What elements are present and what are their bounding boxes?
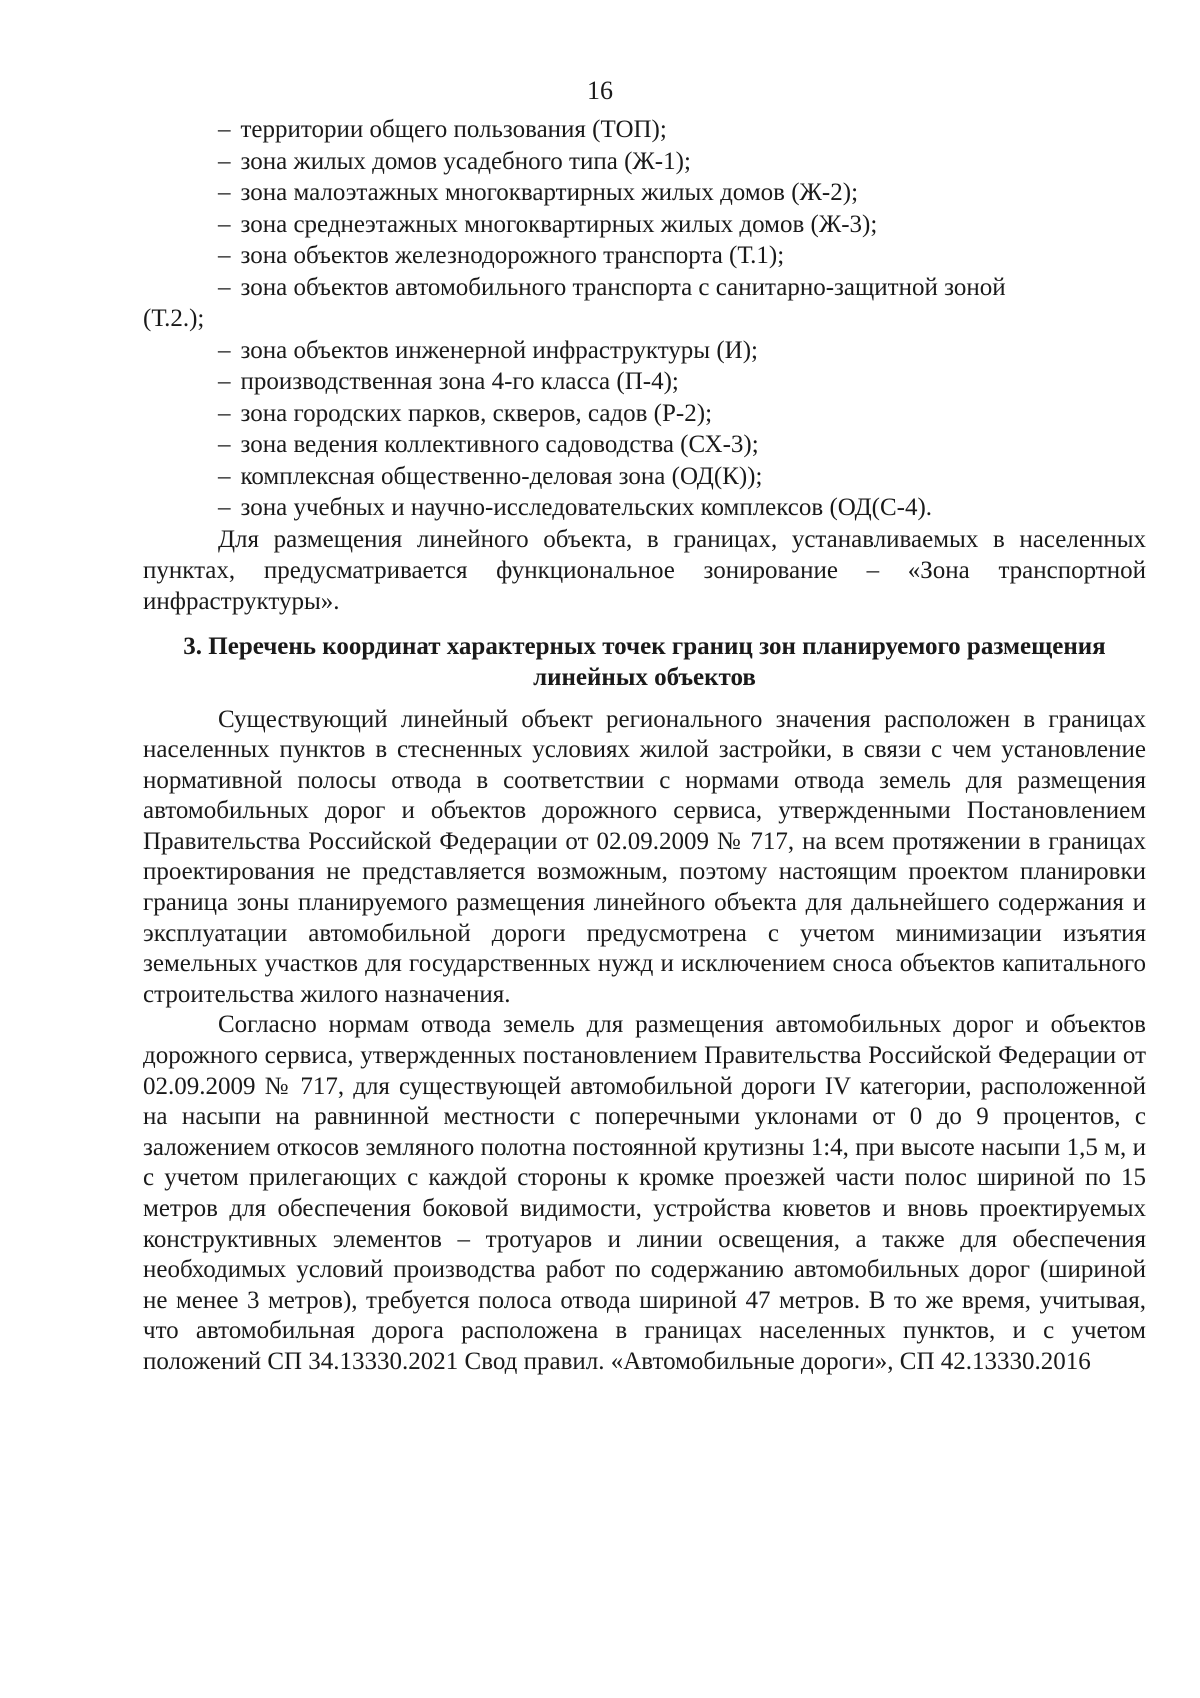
page-number: 16	[587, 76, 613, 105]
zone-list-item: – зона жилых домов усадебного типа (Ж-1);	[218, 147, 691, 175]
zone-list-item: – территории общего пользования (ТОП);	[218, 116, 667, 143]
zone-list-item: – зона ведения коллективного садоводства (СХ-3);	[218, 431, 759, 458]
section-body	[143, 705, 1146, 1378]
zone-list-item: – зона среднеэтажных многоквартирных жилых домов (Ж-3);	[218, 210, 878, 238]
zone-list-item: – зона объектов автомобильного транспорта с санитарно-защитной зоной (Т.2.);	[143, 272, 1146, 335]
intro-paragraph: Для размещения линейного объекта, в границах, устанавливаемых в населенных пунктах, предусматривается функциональное зонирование – «Зона транспортной инфраструктуры».	[143, 525, 1146, 615]
zone-list-item: – зона учебных и научно-исследовательских комплексов (ОД(С-4).	[218, 494, 933, 521]
zone-list-item: – зона объектов инженерной инфраструктуры (И);	[218, 336, 758, 364]
zone-list	[143, 114, 1146, 524]
zone-list-item: – зона городских парков, скверов, садов (Р-2);	[218, 399, 713, 427]
body-paragraph: Согласно нормам отвода земель для размещения автомобильных дорог и объектов дорожного сервиса, утвержденных постановлением Правительства Российской Федерации от 02.09.2009 № 717, для существующей автомобильной дороги IV категории, расположенной на насыпи на равнинной местности с поперечными уклонами от 0 до 9 процентов, с заложением откосов земляного полотна постоянной крутизны 1:4, при высоте насыпи 1,5 м, и с учетом прилегающих с каждой стороны к кромке проезжей части полос шириной по 15 метров для обеспечения боковой видимости, устройства кюветов и вновь проектируемых конструктивных элементов – тротуаров и линии освещения, а также для обеспечения необходимых условий производства работ по содержанию автомобильных дорог (шириной не менее 3 метров), требуется полоса отвода шириной 47 метров. В то же время, учитывая, что автомобильная дорога расположена в границах населенных пунктов, и с учетом положений СП 34.13330.2021 Свод правил. «Автомобильные дороги», СП 42.13330.2016	[143, 1011, 1146, 1375]
zone-list-item: – производственная зона 4-го класса (П-4);	[218, 368, 679, 395]
zone-list-item: – комплексная общественно-деловая зона (ОД(К));	[218, 462, 763, 490]
zone-list-item-continuation: (Т.2.);	[143, 305, 205, 332]
body-paragraph: Существующий линейный объект регионального значения расположен в границах населенных пунктов в стесненных условиях жилой застройки, в связи с чем установление нормативной полосы отвода в соответствии с нормами отвода земель для размещения автомобильных дорог и объектов дорожного сервиса, утвержденными Постановлением Правительства Российской Федерации от 02.09.2009 № 717, на всем протяжении в границах проектирования не представляется возможным, поэтому настоящим проектом планировки граница зоны планируемого размещения линейного объекта для дальнейшего содержания и эксплуатации автомобильной дороги предусмотрена с учетом минимизации изъятия земельных участков для государственных нужд и исключением сноса объектов капитального строительства жилого назначения.	[143, 705, 1146, 1008]
page-content	[143, 114, 1146, 1378]
zone-list-item: – зона малоэтажных многоквартирных жилых домов (Ж-2);	[218, 179, 859, 206]
zone-list-item: – зона объектов железнодорожного транспорта (Т.1);	[218, 242, 785, 269]
section-heading: 3. Перечень координат характерных точек границ зон планируемого размещения линейных объектов	[183, 632, 1106, 691]
